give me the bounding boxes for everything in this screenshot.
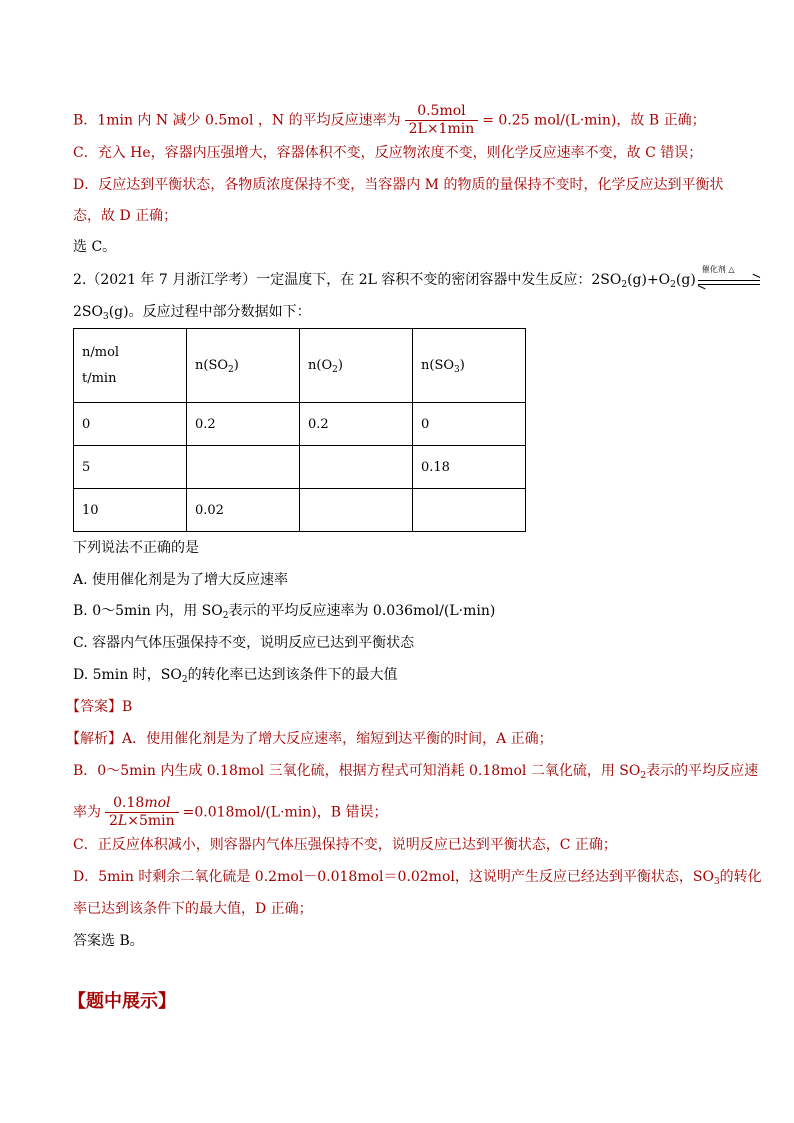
- analysis-a: 【解析】A．使用催化剂是为了增大反应速率，缩短到达平衡的时间，A 正确；: [66, 731, 553, 747]
- answer-label: 【答案】B: [66, 699, 133, 715]
- data-table: [73, 328, 526, 532]
- table-cell: 0.2: [187, 403, 300, 446]
- subscript: 2: [228, 365, 234, 375]
- text: n(SO: [195, 358, 229, 373]
- subscript: 2: [332, 365, 338, 375]
- table-row: [74, 446, 526, 489]
- corner-top-label: n/mol: [82, 344, 120, 360]
- subscript: 2: [640, 771, 647, 781]
- text: ): [337, 358, 343, 373]
- subscript: 2: [222, 611, 229, 621]
- text: 率为: [73, 804, 101, 821]
- table-row: [74, 403, 526, 446]
- text: B. 0～5min 内，用 SO: [73, 603, 223, 619]
- table-cell: [413, 489, 526, 532]
- analysis-b-line2: [73, 795, 388, 830]
- text: 表示的平均反应速: [646, 763, 759, 779]
- option-d: [73, 665, 398, 685]
- text: 0.18: [113, 795, 145, 811]
- text: ×5min: [127, 813, 175, 829]
- text: 的转化率已达到该条件下的最大值: [187, 667, 398, 683]
- subscript: 2: [670, 280, 676, 290]
- text: mol: [144, 795, 171, 811]
- text: L: [117, 813, 128, 829]
- analysis-final: 答案选 B。: [73, 933, 144, 949]
- subscript: 3: [713, 877, 720, 887]
- text: =0.018mol/(L·min)，B 错误；: [182, 804, 388, 821]
- forward-arrow: [698, 280, 760, 281]
- table-cell: [187, 446, 300, 489]
- text: 2.（2021 年 7 月浙江学考）一定温度下，在 2L 容积不变的密闭容器中发生反应：2SO: [73, 272, 622, 288]
- option-b: [73, 601, 495, 621]
- subscript: 3: [102, 312, 109, 322]
- text: = 0.25 mol/(L·min)，故 B 正确；: [482, 112, 706, 129]
- fraction-numerator: 0.5mol: [405, 103, 479, 121]
- text: D. 5min 时，SO: [73, 667, 182, 683]
- table-cell: 0.2: [300, 403, 413, 446]
- text: 的转化: [719, 869, 762, 885]
- question-prompt: 下列说法不正确的是: [73, 540, 199, 556]
- text: B．1min 内 N 减少 0.5mol ，N 的平均反应速率为: [73, 112, 401, 129]
- fraction: [105, 795, 179, 830]
- text: (g)。反应过程中部分数据如下：: [108, 304, 311, 320]
- subscript: 2: [621, 280, 628, 290]
- analysis-b-line1: [73, 761, 758, 781]
- section-title: 【题中展示】: [68, 991, 176, 1012]
- table-cell: 0: [413, 403, 526, 446]
- text: (g): [675, 272, 696, 288]
- text: 表示的平均反应速率为 0.036mol/(L·min): [228, 603, 496, 619]
- analysis-prev-c: C．充入 He，容器内压强增大，容器体积不变，反应物浓度不变，则化学反应速率不变，故 C 错误；: [73, 145, 703, 161]
- table-cell: [300, 446, 413, 489]
- analysis-c: C．正反应体积减小，则容器内气体压强保持不变，说明反应已达到平衡状态，C 正确；: [73, 837, 617, 853]
- fraction: [405, 103, 479, 138]
- analysis-prev-choice: 选 C。: [73, 239, 117, 255]
- header-so3: [413, 329, 526, 403]
- text: 2: [109, 813, 118, 829]
- analysis-d-line2: 率已达到该条件下的最大值，D 正确；: [73, 901, 313, 917]
- text: n(SO: [421, 358, 455, 373]
- subscript: 2: [181, 675, 188, 685]
- table-cell: 10: [74, 489, 187, 532]
- table-corner-cell: [74, 329, 187, 403]
- option-a: A. 使用催化剂是为了增大反应速率: [73, 572, 289, 588]
- text: n(O: [308, 358, 333, 373]
- table-cell: 5: [74, 446, 187, 489]
- table-cell: 0.18: [413, 446, 526, 489]
- corner-bottom-label: t/min: [82, 370, 117, 386]
- analysis-d-line1: [73, 867, 762, 887]
- text: D．5min 时剩余二氧化硫是 0.2mol－0.018mol＝0.02mol，这说明产生反应已经达到平衡状态，SO: [73, 869, 714, 885]
- analysis-prev-d-line2: 态，故 D 正确；: [73, 208, 178, 224]
- table-cell: 0.02: [187, 489, 300, 532]
- question-stem-line2: [73, 302, 311, 322]
- table-cell: 0: [74, 403, 187, 446]
- analysis-prev-b: [73, 103, 706, 138]
- question-stem-line1: [73, 265, 760, 290]
- option-c: C. 容器内气体压强保持不变，说明反应已达到平衡状态: [73, 635, 415, 651]
- text: ): [233, 358, 239, 373]
- fraction-denominator: 2L×1min: [408, 121, 475, 137]
- text: B．0～5min 内生成 0.18mol 三氧化硫，根据方程式可知消耗 0.18mol 二氧化硫，用 SO: [73, 763, 641, 779]
- equilibrium-arrow-icon: [698, 265, 760, 289]
- text: ): [459, 358, 465, 373]
- fraction-numerator: [105, 795, 179, 813]
- analysis-prev-d-line1: D．反应达到平衡状态，各物质浓度保持不变，当容器内 M 的物质的量保持不变时，化学反应达到平衡状: [73, 177, 724, 193]
- table-cell: [300, 489, 413, 532]
- reverse-arrow: [698, 284, 760, 285]
- subscript: 3: [454, 365, 460, 375]
- text: (g)+O: [627, 272, 671, 288]
- table-header-row: [74, 329, 526, 403]
- header-so2: [187, 329, 300, 403]
- fraction-denominator: [105, 813, 179, 830]
- text: 2SO: [73, 304, 103, 320]
- header-o2: [300, 329, 413, 403]
- catalyst-label: 催化剂 △: [701, 265, 735, 274]
- table-row: [74, 489, 526, 532]
